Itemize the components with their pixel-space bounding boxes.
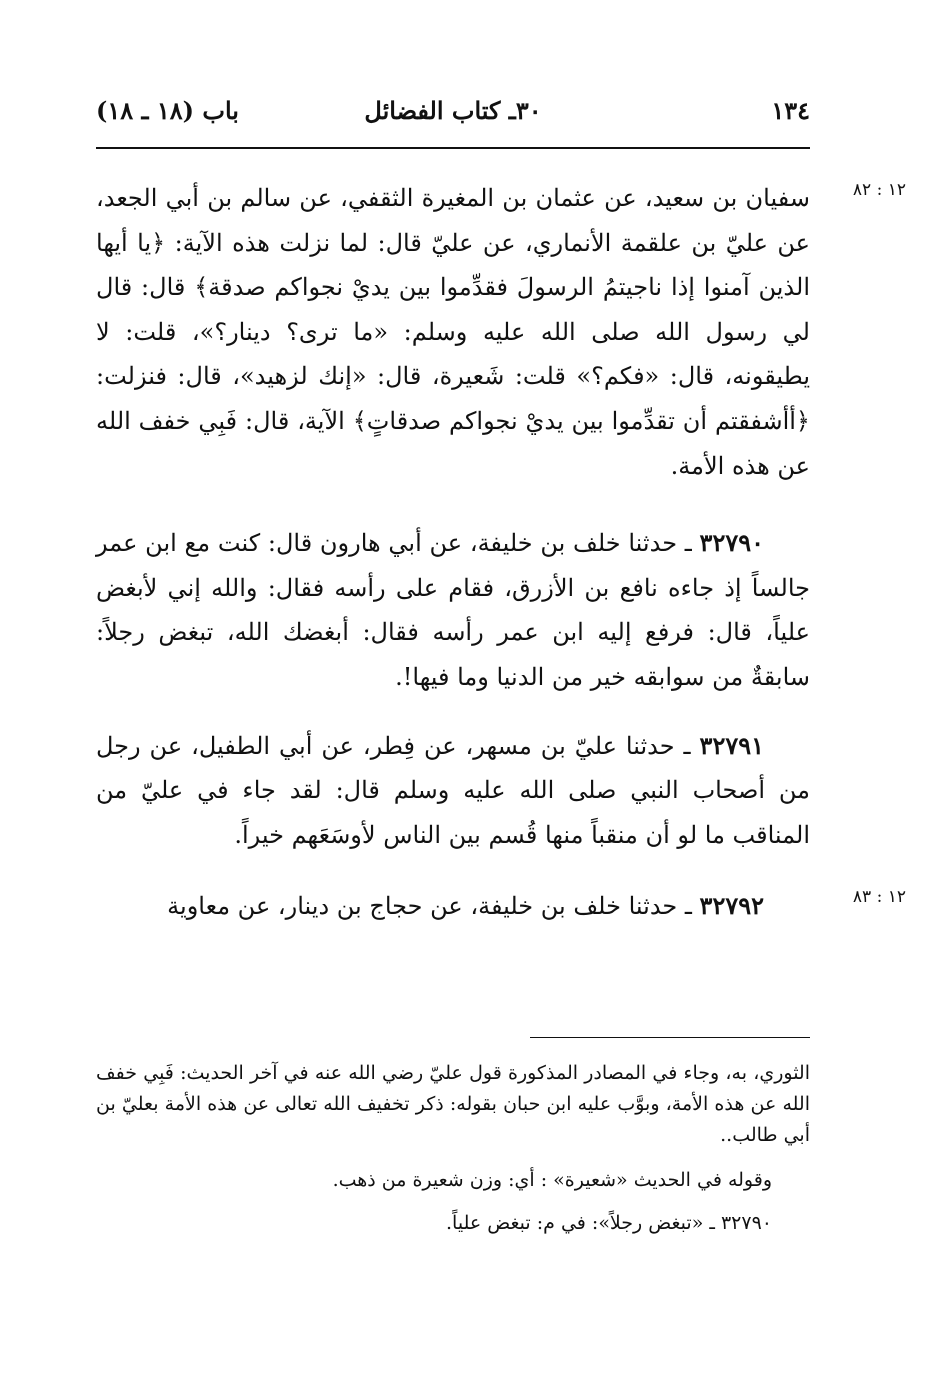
hadith-paragraph	[96, 521, 810, 699]
hadith-text: ـ حدثنا خلف بن خليفة، عن حجاج بن دينار، عن معاوية	[167, 892, 700, 921]
margin-reference: ١٢ : ٨٣	[852, 887, 906, 907]
footnote: وقوله في الحديث «شعيرة» : أي: وزن شعيرة من ذهب.	[332, 1169, 772, 1191]
continuation-paragraph: سفيان بن سعيد، عن عثمان بن المغيرة الثقفي، عن سالم بن أبي الجعد، عن عليّ بن علقمة الأنماري، عن عليّ قال: لما نزلت هذه الآية: ﴿يا أيها الذين آمنوا إذا ناجيتمُ الرسولَ فقدِّموا بين يديْ نجواكم صدقة﴾ قال: قال لي رسول الله صلى الله عليه وسلم: «ما ترى؟ دينار؟»، قلت: لا يطيقونه، قال: «فكم؟» قلت: شَعيرة، قال: «إنك لزهيد»، قال: فنزلت: ﴿أأشفقتم أن تقدِّموا بين يديْ نجواكم صدقاتٍ﴾ الآية، قال: فَبِي خفف الله عن هذه الأمة.	[96, 184, 810, 480]
bab-title: باب (١٨ ـ ١٨)	[96, 96, 239, 125]
hadith-text: ـ حدثنا خلف بن خليفة، عن أبي هارون قال: كنت مع ابن عمر جالساً إذ جاءه نافع بن الأزرق، فقام على رأسه فقال: والله إني لأبغض علياً، قال: فرفع إليه ابن عمر رأسه فقال: أبغضك الله، تبغض رجلاً: سابقةٌ من سوابقه خير من الدنيا وما فيها!.	[96, 529, 810, 691]
hadith-number: ٣٢٧٩٢	[699, 891, 764, 921]
hadith-paragraph	[96, 724, 810, 858]
footnote-rule	[530, 1037, 810, 1038]
hadith-paragraph	[96, 884, 810, 929]
page-header	[96, 96, 810, 136]
margin-reference: ١٢ : ٨٢	[852, 180, 906, 200]
hadith-number: ٣٢٧٩٠	[699, 528, 764, 558]
footnote: ٣٢٧٩٠ ـ «تبغض رجلاً»: في م: تبغض علياً.	[446, 1212, 772, 1234]
page-number: ١٣٤	[771, 96, 810, 125]
hadith-number: ٣٢٧٩١	[699, 730, 764, 760]
hadith-text: ـ حدثنا عليّ بن مسهر، عن فِطر، عن أبي الطفيل، عن رجل من أصحاب النبي صلى الله عليه وسلم قال: لقد جاء في عليّ من المناقب ما لو أن منقباً منها قُسم بين الناس لأوسَعَهم خيراً.	[96, 731, 810, 849]
main-text	[96, 176, 810, 929]
header-rule	[96, 147, 810, 149]
footnote-continuation: الثوري، به، وجاء في المصادر المذكورة قول عليّ رضي الله عنه في آخر الحديث: فَبِي خفف الله عن هذه الأمة، وبوَّب عليه ابن حبان بقوله: ذكر تخفيف الله تعالى عن هذه الأمة بعليّ بن أبي طالب..	[96, 1062, 810, 1146]
chapter-title: ٣٠ـ كتاب الفضائل	[364, 96, 542, 125]
footnotes	[96, 1058, 810, 1239]
